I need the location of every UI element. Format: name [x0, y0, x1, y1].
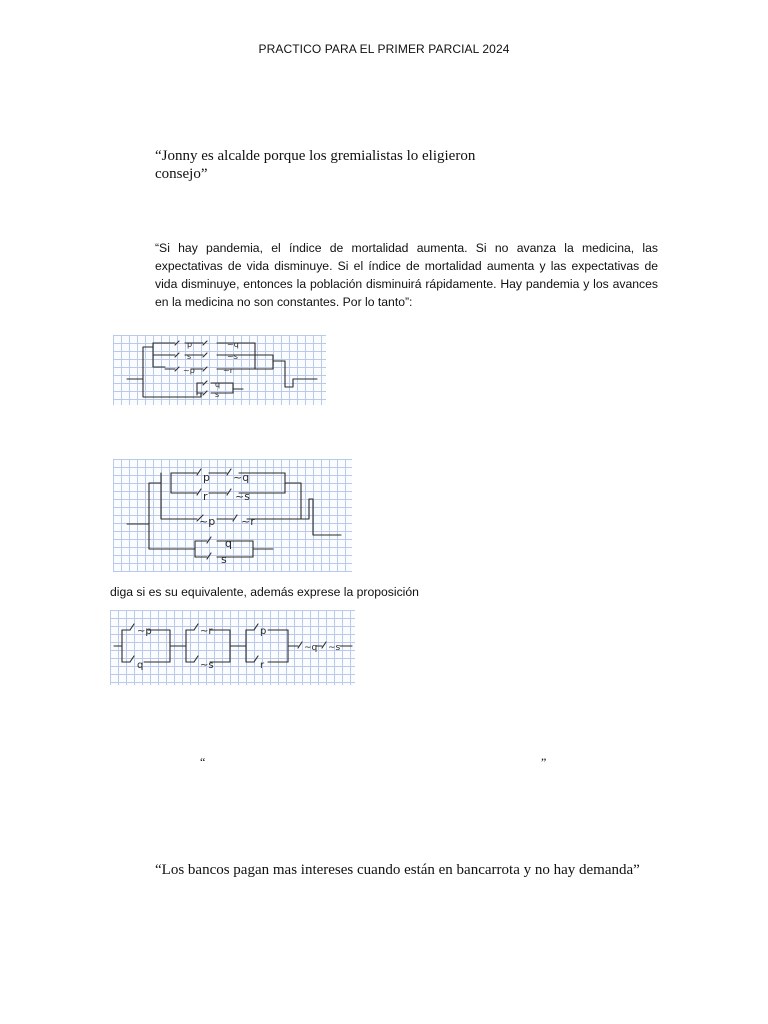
exercise-2-statement: “Si hay pandemia, el índice de mortalidad aumenta. Si no avanza la medicina, las expectativas de vida disminuye. Si el índice de mortalidad aumenta y las expectativas de vida disminuye, entonces la población disminuirá rápidamente. Hay pandemia y los avances en la medicina no son constantes. Por lo tanto”: [155, 241, 658, 309]
circuit-3-label-not-p: ~p [137, 626, 152, 637]
circuit-3-label-p: p [260, 626, 267, 637]
circuit-1-label-p: p [187, 340, 193, 349]
circuit-3-image [110, 610, 355, 685]
blank-quote-open: “ [200, 755, 206, 769]
circuit-1-label-not-q: ~q [227, 340, 239, 349]
circuit-3-label-series-not-s: ~s [328, 643, 341, 653]
circuit-3-label-not-s: ~s [200, 660, 214, 671]
circuit-2-label-not-s: ~s [235, 490, 250, 503]
circuit-1-label-not-s: ~s [227, 352, 238, 361]
circuit-2-label-r: r [203, 490, 208, 503]
circuit-1-label-not-r: ~r [223, 366, 233, 375]
exercise-1-line-1: “Jonny es alcalde porque los gremialistas lo eligieron [155, 148, 476, 164]
circuit-2-label-not-q: ~q [233, 471, 250, 484]
exercise-1-statement [155, 147, 515, 183]
exercise-1-line-2: consejo” [155, 166, 208, 182]
circuit-1-label-s-lower: s [215, 390, 220, 399]
circuit-2-label-not-p: ~p [199, 515, 216, 528]
circuit-1-label-not-p: ~p [183, 366, 195, 375]
circuit-3-label-series-not-q: ~q [304, 643, 318, 653]
circuit-2-label-p: p [203, 471, 210, 484]
circuit-2-label-not-r: ~r [241, 515, 255, 528]
blank-quote-close: ” [541, 755, 547, 769]
page-header-title: PRACTICO PARA EL PRIMER PARCIAL 2024 [258, 42, 510, 56]
circuit-3-label-r: r [260, 660, 265, 671]
exercise-instruction: diga si es su equivalente, además exprese la proposición [110, 585, 419, 599]
circuit-3-label-q: q [137, 660, 144, 671]
circuit-3-label-not-r: ~r [200, 626, 213, 637]
circuit-2-image [113, 459, 352, 572]
circuit-2-label-s: s [221, 553, 227, 566]
circuit-1-label-s: s [187, 352, 192, 361]
circuit-1-label-q: q [215, 380, 221, 389]
circuit-2-label-q: q [225, 537, 232, 550]
circuit-1-image [113, 335, 326, 405]
exercise-3-statement: “Los bancos pagan mas intereses cuando están en bancarrota y no hay demanda” [155, 862, 640, 878]
